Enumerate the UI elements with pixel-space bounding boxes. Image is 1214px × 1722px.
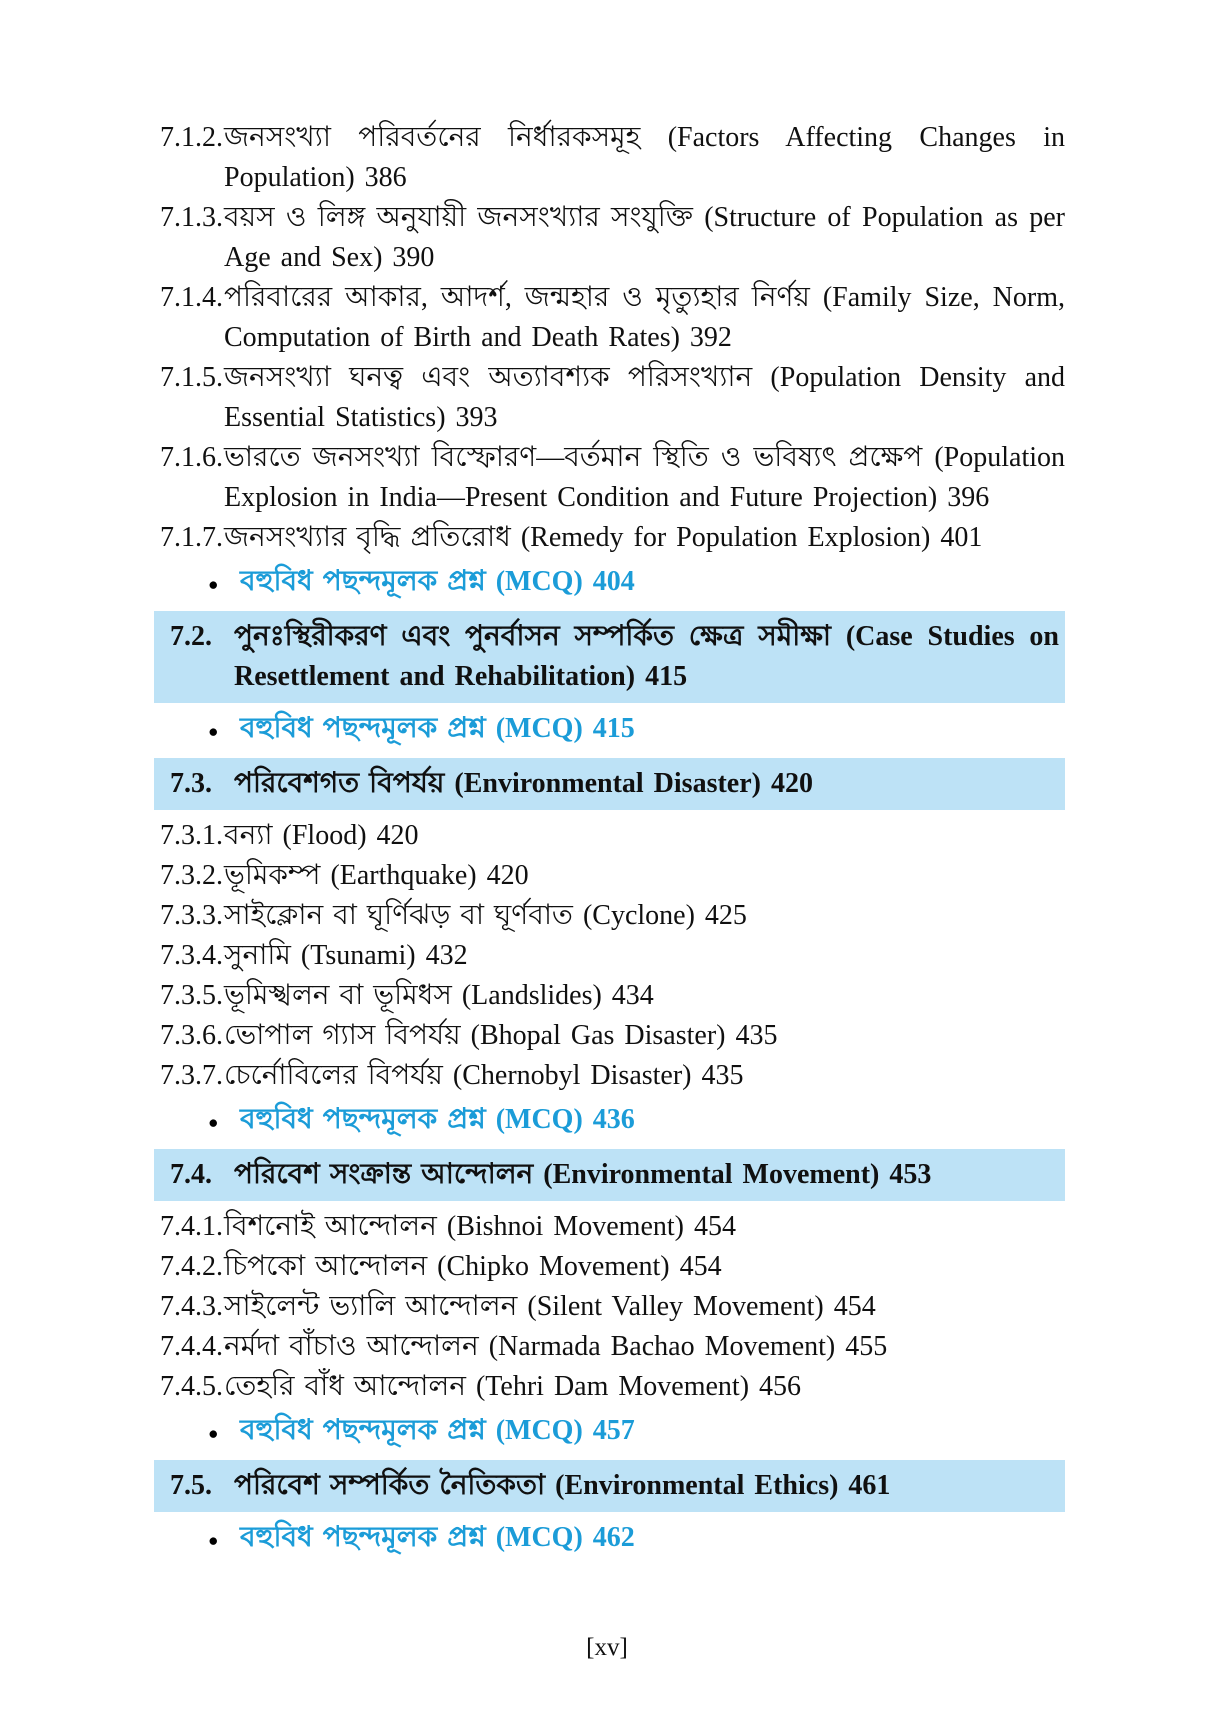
entry-text: ভোপাল গ্যাস বিপর্যয় (Bhopal Gas Disaster) 435 bbox=[224, 1020, 778, 1051]
entry-text: বিশনোই আন্দোলন (Bishnoi Movement) 454 bbox=[224, 1211, 736, 1242]
entry-number: 7.3. bbox=[170, 768, 212, 799]
entry-number: 7.1.6. bbox=[160, 442, 223, 473]
entry-text: পরিবেশগত বিপর্যয় (Environmental Disaster) 420 bbox=[234, 768, 813, 799]
entry-number: 7.3.7. bbox=[160, 1060, 223, 1091]
toc-item-7-3-4 bbox=[160, 936, 1065, 976]
entry-number: 7.3.1. bbox=[160, 820, 223, 851]
bullet-icon: ● bbox=[208, 1113, 219, 1132]
entry-text: জনসংখ্যা ঘনত্ব এবং অত্যাবশ্যক পরিসংখ্যান (Population Density and Essential Statistics) 393 bbox=[224, 362, 1065, 433]
toc-section-7-4 bbox=[154, 1149, 1065, 1201]
entry-number: 7.2. bbox=[170, 621, 212, 652]
toc-item-7-3-2 bbox=[160, 856, 1065, 896]
entry-number: 7.4.5. bbox=[160, 1371, 223, 1402]
entry-text: জনসংখ্যা পরিবর্তনের নির্ধারকসমূহ (Factors Affecting Changes in Population) 386 bbox=[224, 122, 1065, 193]
entry-text: সাইলেন্ট ভ্যালি আন্দোলন (Silent Valley Movement) 454 bbox=[224, 1291, 876, 1322]
entry-number: 7.3.6. bbox=[160, 1020, 223, 1051]
toc-item-7-1-7 bbox=[160, 518, 1065, 558]
toc-item-7-4-4 bbox=[160, 1327, 1065, 1367]
entry-number: 7.3.3. bbox=[160, 900, 223, 931]
toc-item-7-1-5 bbox=[160, 358, 1065, 438]
entry-number: 7.3.5. bbox=[160, 980, 223, 1011]
entry-text: বয়স ও লিঙ্গ অনুযায়ী জনসংখ্যার সংযুক্তি (Structure of Population as per Age and Sex) 390 bbox=[224, 202, 1065, 273]
toc-item-7-1-2 bbox=[160, 118, 1065, 198]
bullet-icon: ● bbox=[208, 1531, 219, 1550]
toc-item-7-4-5 bbox=[160, 1367, 1065, 1407]
toc-item-7-4-1 bbox=[160, 1207, 1065, 1247]
toc-item-7-1-3 bbox=[160, 198, 1065, 278]
toc-item-7-3-7 bbox=[160, 1056, 1065, 1096]
toc-mcq-entry-462 bbox=[160, 1518, 1065, 1561]
bullet-icon: ● bbox=[208, 575, 219, 594]
entry-text: পরিবেশ সংক্রান্ত আন্দোলন (Environmental Movement) 453 bbox=[234, 1159, 932, 1190]
entry-text: জনসংখ্যার বৃদ্ধি প্রতিরোধ (Remedy for Population Explosion) 401 bbox=[224, 522, 983, 553]
toc-list bbox=[160, 118, 1065, 1565]
entry-text: ভূমিস্খলন বা ভূমিধস (Landslides) 434 bbox=[224, 980, 654, 1011]
entry-number: 7.5. bbox=[170, 1470, 212, 1501]
toc-item-7-4-3 bbox=[160, 1287, 1065, 1327]
toc-item-7-1-4 bbox=[160, 278, 1065, 358]
entry-text: সাইক্লোন বা ঘূর্ণিঝড় বা ঘূর্ণবাত (Cyclone) 425 bbox=[224, 900, 747, 931]
bullet-icon: ● bbox=[208, 1424, 219, 1443]
entry-number: 7.1.5. bbox=[160, 362, 223, 393]
toc-item-7-4-2 bbox=[160, 1247, 1065, 1287]
entry-text: বহুবিধ পছন্দমূলক প্রশ্ন (MCQ) 436 bbox=[240, 1104, 635, 1135]
entry-number: 7.1.3. bbox=[160, 202, 223, 233]
toc-item-7-1-6 bbox=[160, 438, 1065, 518]
entry-text: পরিবেশ সম্পর্কিত নৈতিকতা (Environmental Ethics) 461 bbox=[234, 1470, 891, 1501]
toc-item-7-3-3 bbox=[160, 896, 1065, 936]
entry-text: ভূমিকম্প (Earthquake) 420 bbox=[224, 860, 529, 891]
entry-text: চিপকো আন্দোলন (Chipko Movement) 454 bbox=[224, 1251, 722, 1282]
toc-item-7-3-5 bbox=[160, 976, 1065, 1016]
entry-text: বহুবিধ পছন্দমূলক প্রশ্ন (MCQ) 415 bbox=[240, 713, 635, 744]
toc-mcq-entry-415 bbox=[160, 709, 1065, 752]
toc-mcq-entry-436 bbox=[160, 1100, 1065, 1143]
toc-section-7-3 bbox=[154, 758, 1065, 810]
entry-number: 7.4.4. bbox=[160, 1331, 223, 1362]
entry-number: 7.1.7. bbox=[160, 522, 223, 553]
entry-number: 7.1.2. bbox=[160, 122, 223, 153]
entry-text: পুনঃস্থিরীকরণ এবং পুনর্বাসন সম্পর্কিত ক্ষেত্র সমীক্ষা (Case Studies on Resettlement and Rehabilitation) 415 bbox=[234, 621, 1059, 692]
entry-text: চের্নোবিলের বিপর্যয় (Chernobyl Disaster) 435 bbox=[224, 1060, 744, 1091]
entry-text: ভারতে জনসংখ্যা বিস্ফোরণ—বর্তমান স্থিতি ও ভবিষ্যৎ প্রক্ষেপ (Population Explosion in India—Present Condition and Future Projection) 396 bbox=[224, 442, 1065, 513]
entry-number: 7.4.2. bbox=[160, 1251, 223, 1282]
entry-number: 7.3.2. bbox=[160, 860, 223, 891]
toc-item-7-3-6 bbox=[160, 1016, 1065, 1056]
entry-text: বন্যা (Flood) 420 bbox=[224, 820, 419, 851]
toc-section-7-5 bbox=[154, 1460, 1065, 1512]
bullet-icon: ● bbox=[208, 722, 219, 741]
toc-section-7-2 bbox=[154, 611, 1065, 703]
entry-number: 7.4.3. bbox=[160, 1291, 223, 1322]
entry-text: পরিবারের আকার, আদর্শ, জন্মহার ও মৃত্যুহার নির্ণয় (Family Size, Norm, Computation of Birth and Death Rates) 392 bbox=[224, 282, 1065, 353]
entry-text: বহুবিধ পছন্দমূলক প্রশ্ন (MCQ) 462 bbox=[240, 1522, 635, 1553]
entry-text: বহুবিধ পছন্দমূলক প্রশ্ন (MCQ) 404 bbox=[240, 566, 635, 597]
page-number: [xv] bbox=[586, 1634, 628, 1661]
toc-item-7-3-1 bbox=[160, 816, 1065, 856]
entry-number: 7.1.4. bbox=[160, 282, 223, 313]
page-footer bbox=[0, 1634, 1214, 1662]
entry-text: নর্মদা বাঁচাও আন্দোলন (Narmada Bachao Movement) 455 bbox=[224, 1331, 888, 1362]
toc-mcq-entry-404 bbox=[160, 562, 1065, 605]
toc-mcq-entry-457 bbox=[160, 1411, 1065, 1454]
entry-number: 7.4.1. bbox=[160, 1211, 223, 1242]
entry-text: বহুবিধ পছন্দমূলক প্রশ্ন (MCQ) 457 bbox=[240, 1415, 635, 1446]
entry-text: তেহরি বাঁধ আন্দোলন (Tehri Dam Movement) 456 bbox=[224, 1371, 802, 1402]
entry-text: সুনামি (Tsunami) 432 bbox=[224, 940, 468, 971]
entry-number: 7.4. bbox=[170, 1159, 212, 1190]
entry-number: 7.3.4. bbox=[160, 940, 223, 971]
